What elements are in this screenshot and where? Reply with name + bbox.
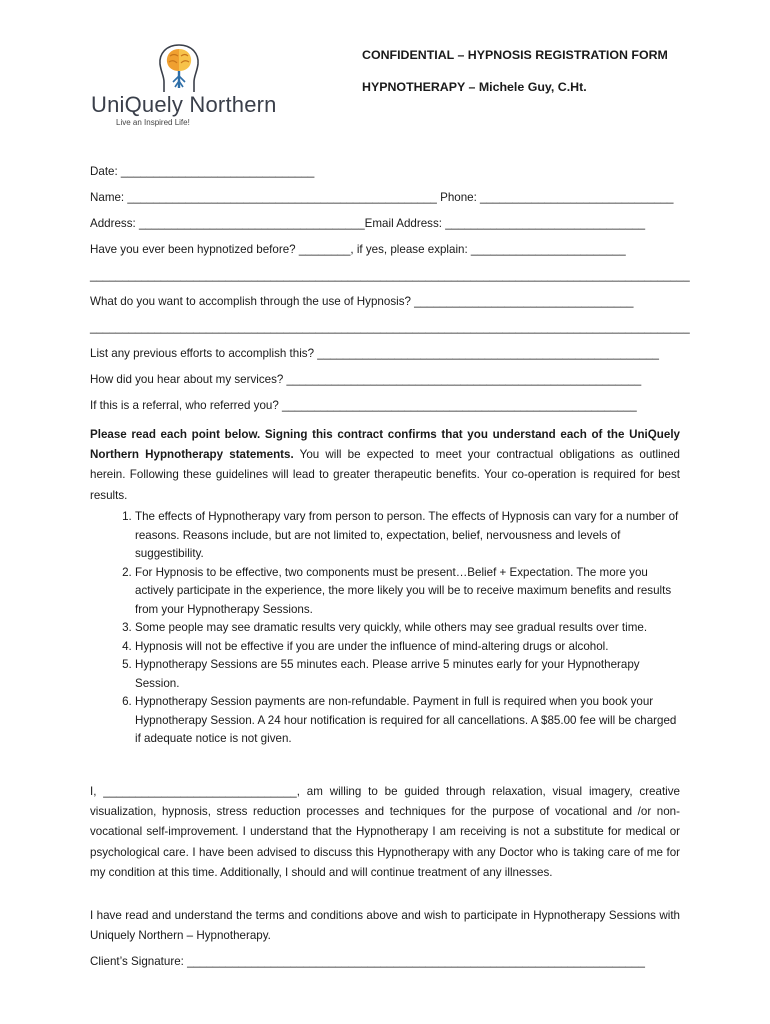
date-field[interactable]: Date: ______________________________ — [90, 165, 315, 178]
point-5: 5. Hypnotherapy Sessions are 55 minutes each. Please arrive 5 minutes early for your Hypnotherapy Session. — [135, 656, 680, 693]
previous-efforts-field[interactable]: List any previous efforts to accomplish this? _____________________________________________________ — [90, 347, 659, 360]
brand-tagline: Live an Inspired Life! — [116, 118, 190, 127]
brain-head-icon — [154, 42, 204, 94]
intro-text: You will be expected to meet your contractual obligations as outlined herein. Following these guidelines will lead to greater therapeutic benefits. Your co-operation is required for best results. — [90, 448, 680, 502]
form-subtitle: HYPNOTHERAPY – Michele Guy, C.Ht. — [362, 80, 587, 94]
logo — [86, 42, 286, 132]
terms-paragraph: I have read and understand the terms and conditions above and wish to participate in Hypnotherapy Sessions with Uniquely Northern – Hypnotherapy. — [90, 909, 680, 943]
point-1: 1. The effects of Hypnotherapy vary from person to person. The effects of Hypnosis can vary for a number of reasons. Reasons include, but are not limited to, expectation, belief, nervousness and levels of suggestibility. — [135, 508, 680, 564]
accomplish-field[interactable]: What do you want to accomplish through the use of Hypnosis? __________________________________ — [90, 295, 634, 308]
points-list — [90, 508, 680, 749]
agreement-paragraph[interactable]: I, ______________________________, am willing to be guided through relaxation, visual imagery, creative visualization, hypnosis, stress reduction processes and techniques for the purpose of vocational and /or non-vocational self-improvement. I understand that the Hypnotherapy I am receiving is not a substitute for medical or psychological care. I have been advised to discuss this Hypnotherapy with any Doctor who is taking care of me for my condition at this time. Additionally, I should and will continue treatment of any illnesses. — [90, 785, 680, 879]
address-email-field[interactable]: Address: ___________________________________Email Address: _______________________________ — [90, 217, 646, 230]
hypnotized-explain-line[interactable]: _____________________________________________________________________________________________ — [90, 269, 690, 282]
intro-bold: Please read each point below. Signing this contract confirms that you understand each of the UniQuely Northern Hypnotherapy statements. — [90, 428, 680, 462]
brand-name: UniQuely Northern — [91, 92, 277, 117]
client-signature-field[interactable]: Client’s Signature: _______________________________________________________________________ — [90, 955, 645, 968]
referral-field[interactable]: If this is a referral, who referred you? _______________________________________________________ — [90, 399, 637, 412]
point-3: 3. Some people may see dramatic results very quickly, while others may see gradual results over time. — [135, 619, 680, 638]
point-6: 6. Hypnotherapy Session payments are non-refundable. Payment in full is required when you book your Hypnotherapy Session. A 24 hour notification is required for all cancellations. A $85.00 fee will be charged if adequate notice is not given. — [135, 693, 680, 749]
intro-paragraph — [90, 425, 680, 506]
name-phone-field[interactable]: Name: ________________________________________________ Phone: ______________________________ — [90, 191, 674, 204]
point-4: 4. Hypnosis will not be effective if you are under the influence of mind-altering drugs or alcohol. — [135, 638, 680, 657]
accomplish-line[interactable]: _____________________________________________________________________________________________ — [90, 321, 690, 334]
hypnotized-before-field[interactable]: Have you ever been hypnotized before? ________, if yes, please explain: ________________________ — [90, 243, 626, 256]
form-title: CONFIDENTIAL – HYPNOSIS REGISTRATION FORM — [362, 48, 668, 62]
point-2: 2. For Hypnosis to be effective, two components must be present…Belief + Expectation. The more you actively participate in the experience, the more likely you will be to receive maximum benefits and results from your Hypnotherapy Sessions. — [135, 564, 680, 620]
hear-about-field[interactable]: How did you hear about my services? _______________________________________________________ — [90, 373, 642, 386]
